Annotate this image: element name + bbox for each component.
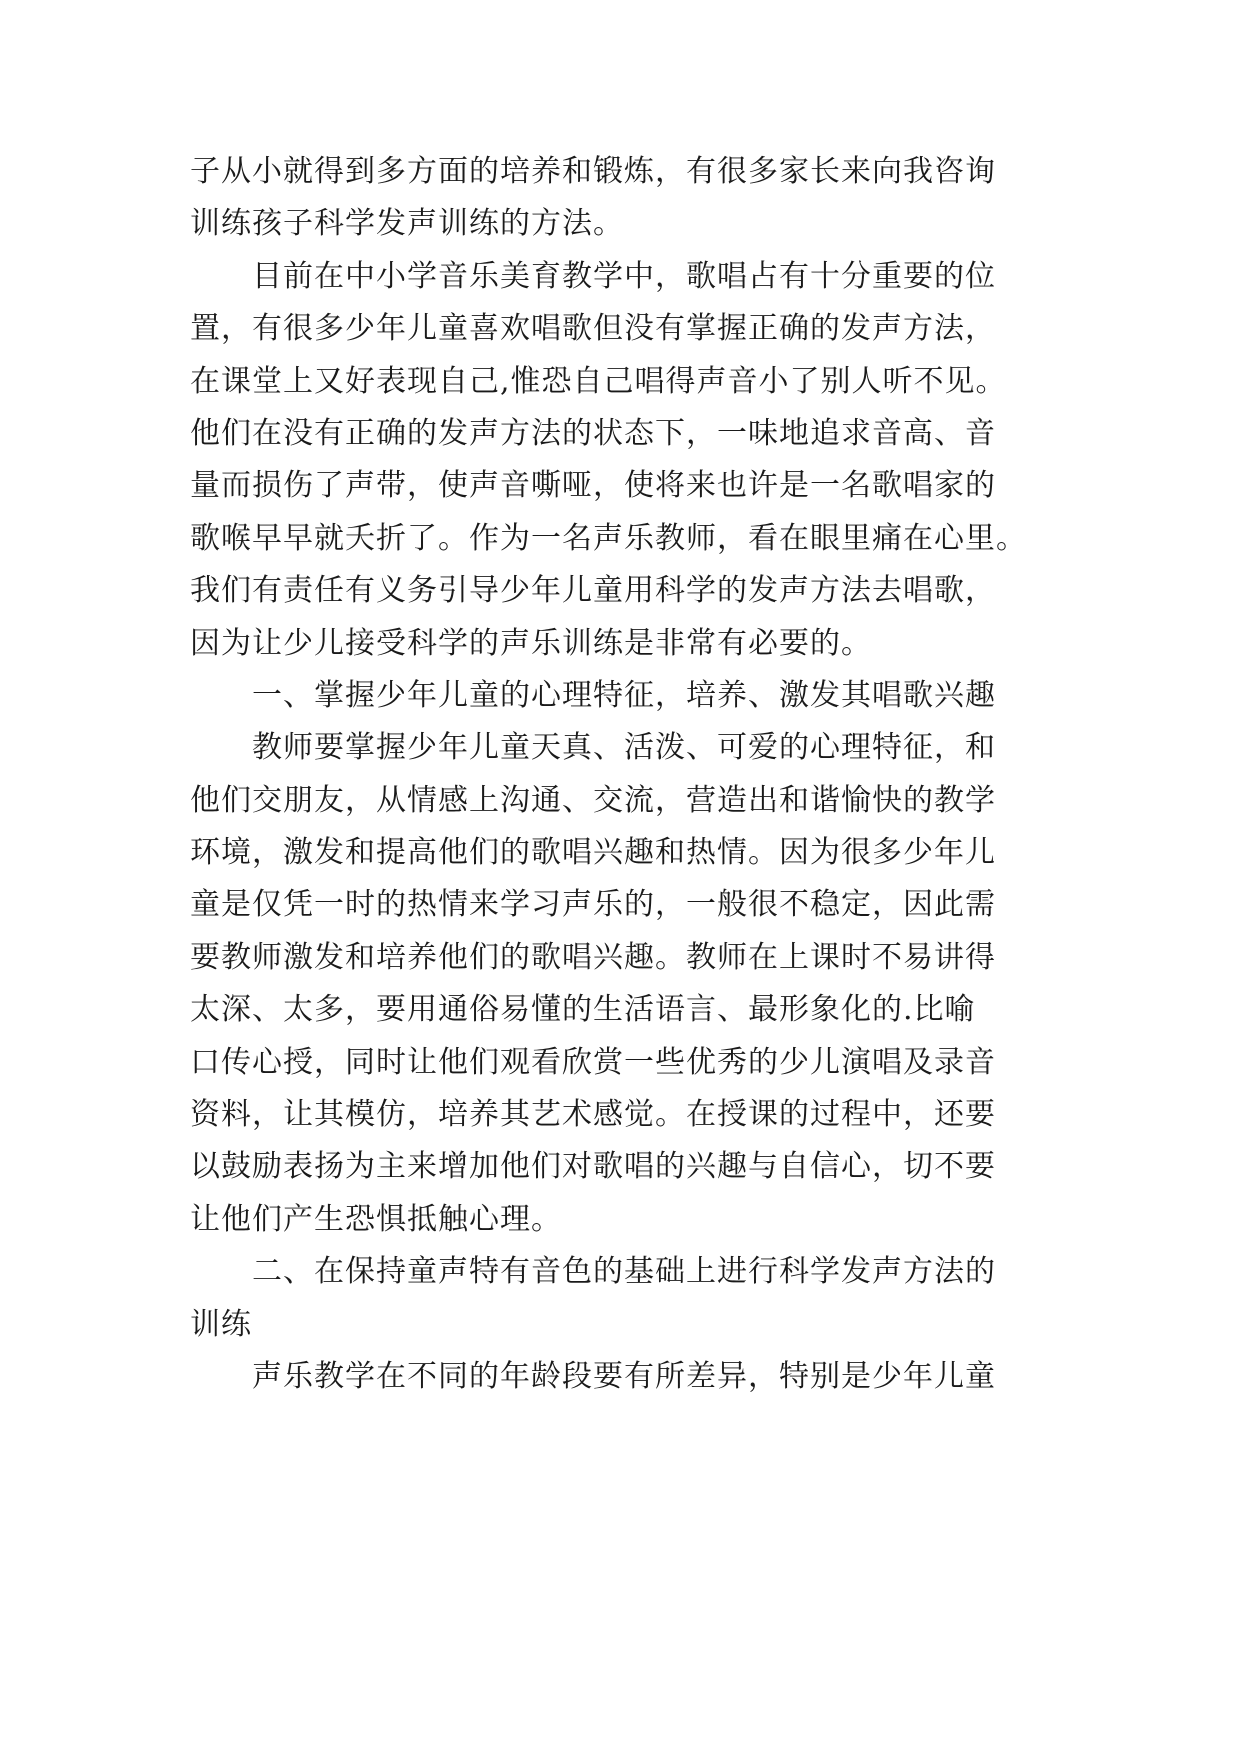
text-line: 要教师激发和培养他们的歌唱兴趣。教师在上课时不易讲得 xyxy=(190,939,996,975)
text-line: 二、在保持童声特有音色的基础上进行科学发声方法的 xyxy=(252,1254,996,1290)
text-line: 量而损伤了声带，使声音嘶哑，使将来也许是一名歌唱家的 xyxy=(190,468,996,504)
text-line: 他们交朋友，从情感上沟通、交流，营造出和谐愉快的教学 xyxy=(190,782,996,818)
text-line: 训练 xyxy=(190,1306,252,1342)
text-line: 一、掌握少年儿童的心理特征，培养、激发其唱歌兴趣 xyxy=(252,677,996,713)
text-line: 资料，让其模仿，培养其艺术感觉。在授课的过程中，还要 xyxy=(190,1097,996,1133)
text-line: 太深、太多，要用通俗易懂的生活语言、最形象化的.比喻 xyxy=(190,992,976,1028)
text-line: 我们有责任有义务引导少年儿童用科学的发声方法去唱歌， xyxy=(190,573,996,609)
text-line: 环境，激发和提高他们的歌唱兴趣和热情。因为很多少年儿 xyxy=(190,835,996,871)
body-text xyxy=(190,146,1070,1403)
text-line: 因为让少儿接受科学的声乐训练是非常有必要的。 xyxy=(190,625,872,661)
text-line: 目前在中小学音乐美育教学中，歌唱占有十分重要的位 xyxy=(252,258,996,294)
text-line: 训练孩子科学发声训练的方法。 xyxy=(190,206,624,242)
text-line: 子从小就得到多方面的培养和锻炼，有很多家长来向我咨询 xyxy=(190,154,996,189)
text-line: 童是仅凭一时的热情来学习声乐的，一般很不稳定，因此需 xyxy=(190,887,996,923)
text-line: 声乐教学在不同的年龄段要有所差异，特别是少年儿童 xyxy=(252,1358,996,1394)
text-line: 他们在没有正确的发声方法的状态下，一味地追求音高、音 xyxy=(190,415,996,451)
text-line: 让他们产生恐惧抵触心理。 xyxy=(190,1201,562,1237)
text-line: 以鼓励表扬为主来增加他们对歌唱的兴趣与自信心，切不要 xyxy=(190,1149,996,1185)
text-line: 置，有很多少年儿童喜欢唱歌但没有掌握正确的发声方法， xyxy=(190,311,996,347)
text-line: 歌喉早早就夭折了。作为一名声乐教师，看在眼里痛在心里。 xyxy=(190,520,1027,556)
text-line: 口传心授，同时让他们观看欣赏一些优秀的少儿演唱及录音 xyxy=(190,1044,996,1080)
text-line: 在课堂上又好表现自己,惟恐自己唱得声音小了别人听不见。 xyxy=(190,363,1007,399)
text-line: 教师要掌握少年儿童天真、活泼、可爱的心理特征，和 xyxy=(252,730,996,766)
